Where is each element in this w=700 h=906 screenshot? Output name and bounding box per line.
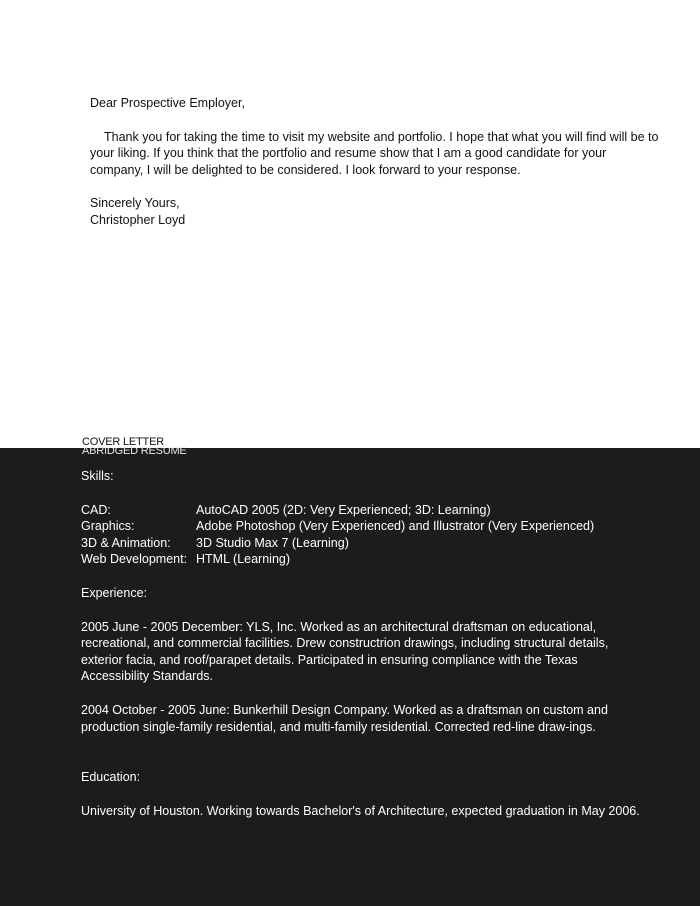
resume-content [81, 468, 641, 819]
skill-value-web: HTML (Learning) [196, 552, 291, 567]
nav-link-abridged-resume[interactable]: ABRIDGED RESUME [82, 445, 187, 457]
education-item: University of Houston. Working towards Bachelor's of Architecture, expected graduation in May 2006. [81, 803, 640, 818]
closing: Sincerely Yours, [90, 196, 180, 211]
signature: Christopher Loyd [90, 212, 186, 227]
skill-label-3d: 3D & Animation: [81, 535, 171, 550]
skills-table [81, 502, 641, 568]
cover-letter-section [0, 0, 700, 448]
skill-label-web: Web Development: [81, 552, 188, 567]
section-nav [82, 437, 187, 457]
skill-value-cad: AutoCAD 2005 (2D: Very Experienced; 3D: Learning) [196, 502, 491, 517]
skill-label-graphics: Graphics: [81, 519, 135, 534]
greeting: Dear Prospective Employer, [90, 96, 245, 110]
education-heading: Education: [81, 770, 141, 785]
cover-letter-content [90, 95, 660, 229]
resume-section [0, 445, 700, 906]
cover-letter-body: Thank you for taking the time to visit my website and portfolio. I hope that what you will find will be to your liking. If you think that the portfolio and resume show that I am a good candidate for your company, I will be delighted to be considered. I look forward to your response. [90, 129, 659, 177]
skill-value-graphics: Adobe Photoshop (Very Experienced) and Illustrator (Very Experienced) [196, 519, 595, 534]
experience-item-yls: 2005 June - 2005 December: YLS, Inc. Worked as an architectural draftsman on educational, recreational, and commercial facilities. Drew constructrion drawings, including structural details, exterior facia, and roof/parapet details. Participated in ensuring compliance with the Texas Accessibility Standards. [81, 619, 609, 684]
experience-heading: Experience: [81, 585, 148, 600]
experience-item-bunkerhill: 2004 October - 2005 June: Bunkerhill Design Company. Worked as a draftsman on custom and production single-family residential, and multi-family residential. Corrected red-line draw-ings. [81, 702, 608, 734]
skills-heading: Skills: [81, 469, 114, 483]
nav-link-cover-letter[interactable]: COVER LETTER [82, 436, 164, 448]
skill-value-3d: 3D Studio Max 7 (Learning) [196, 535, 349, 550]
skill-label-cad: CAD: [81, 502, 111, 517]
